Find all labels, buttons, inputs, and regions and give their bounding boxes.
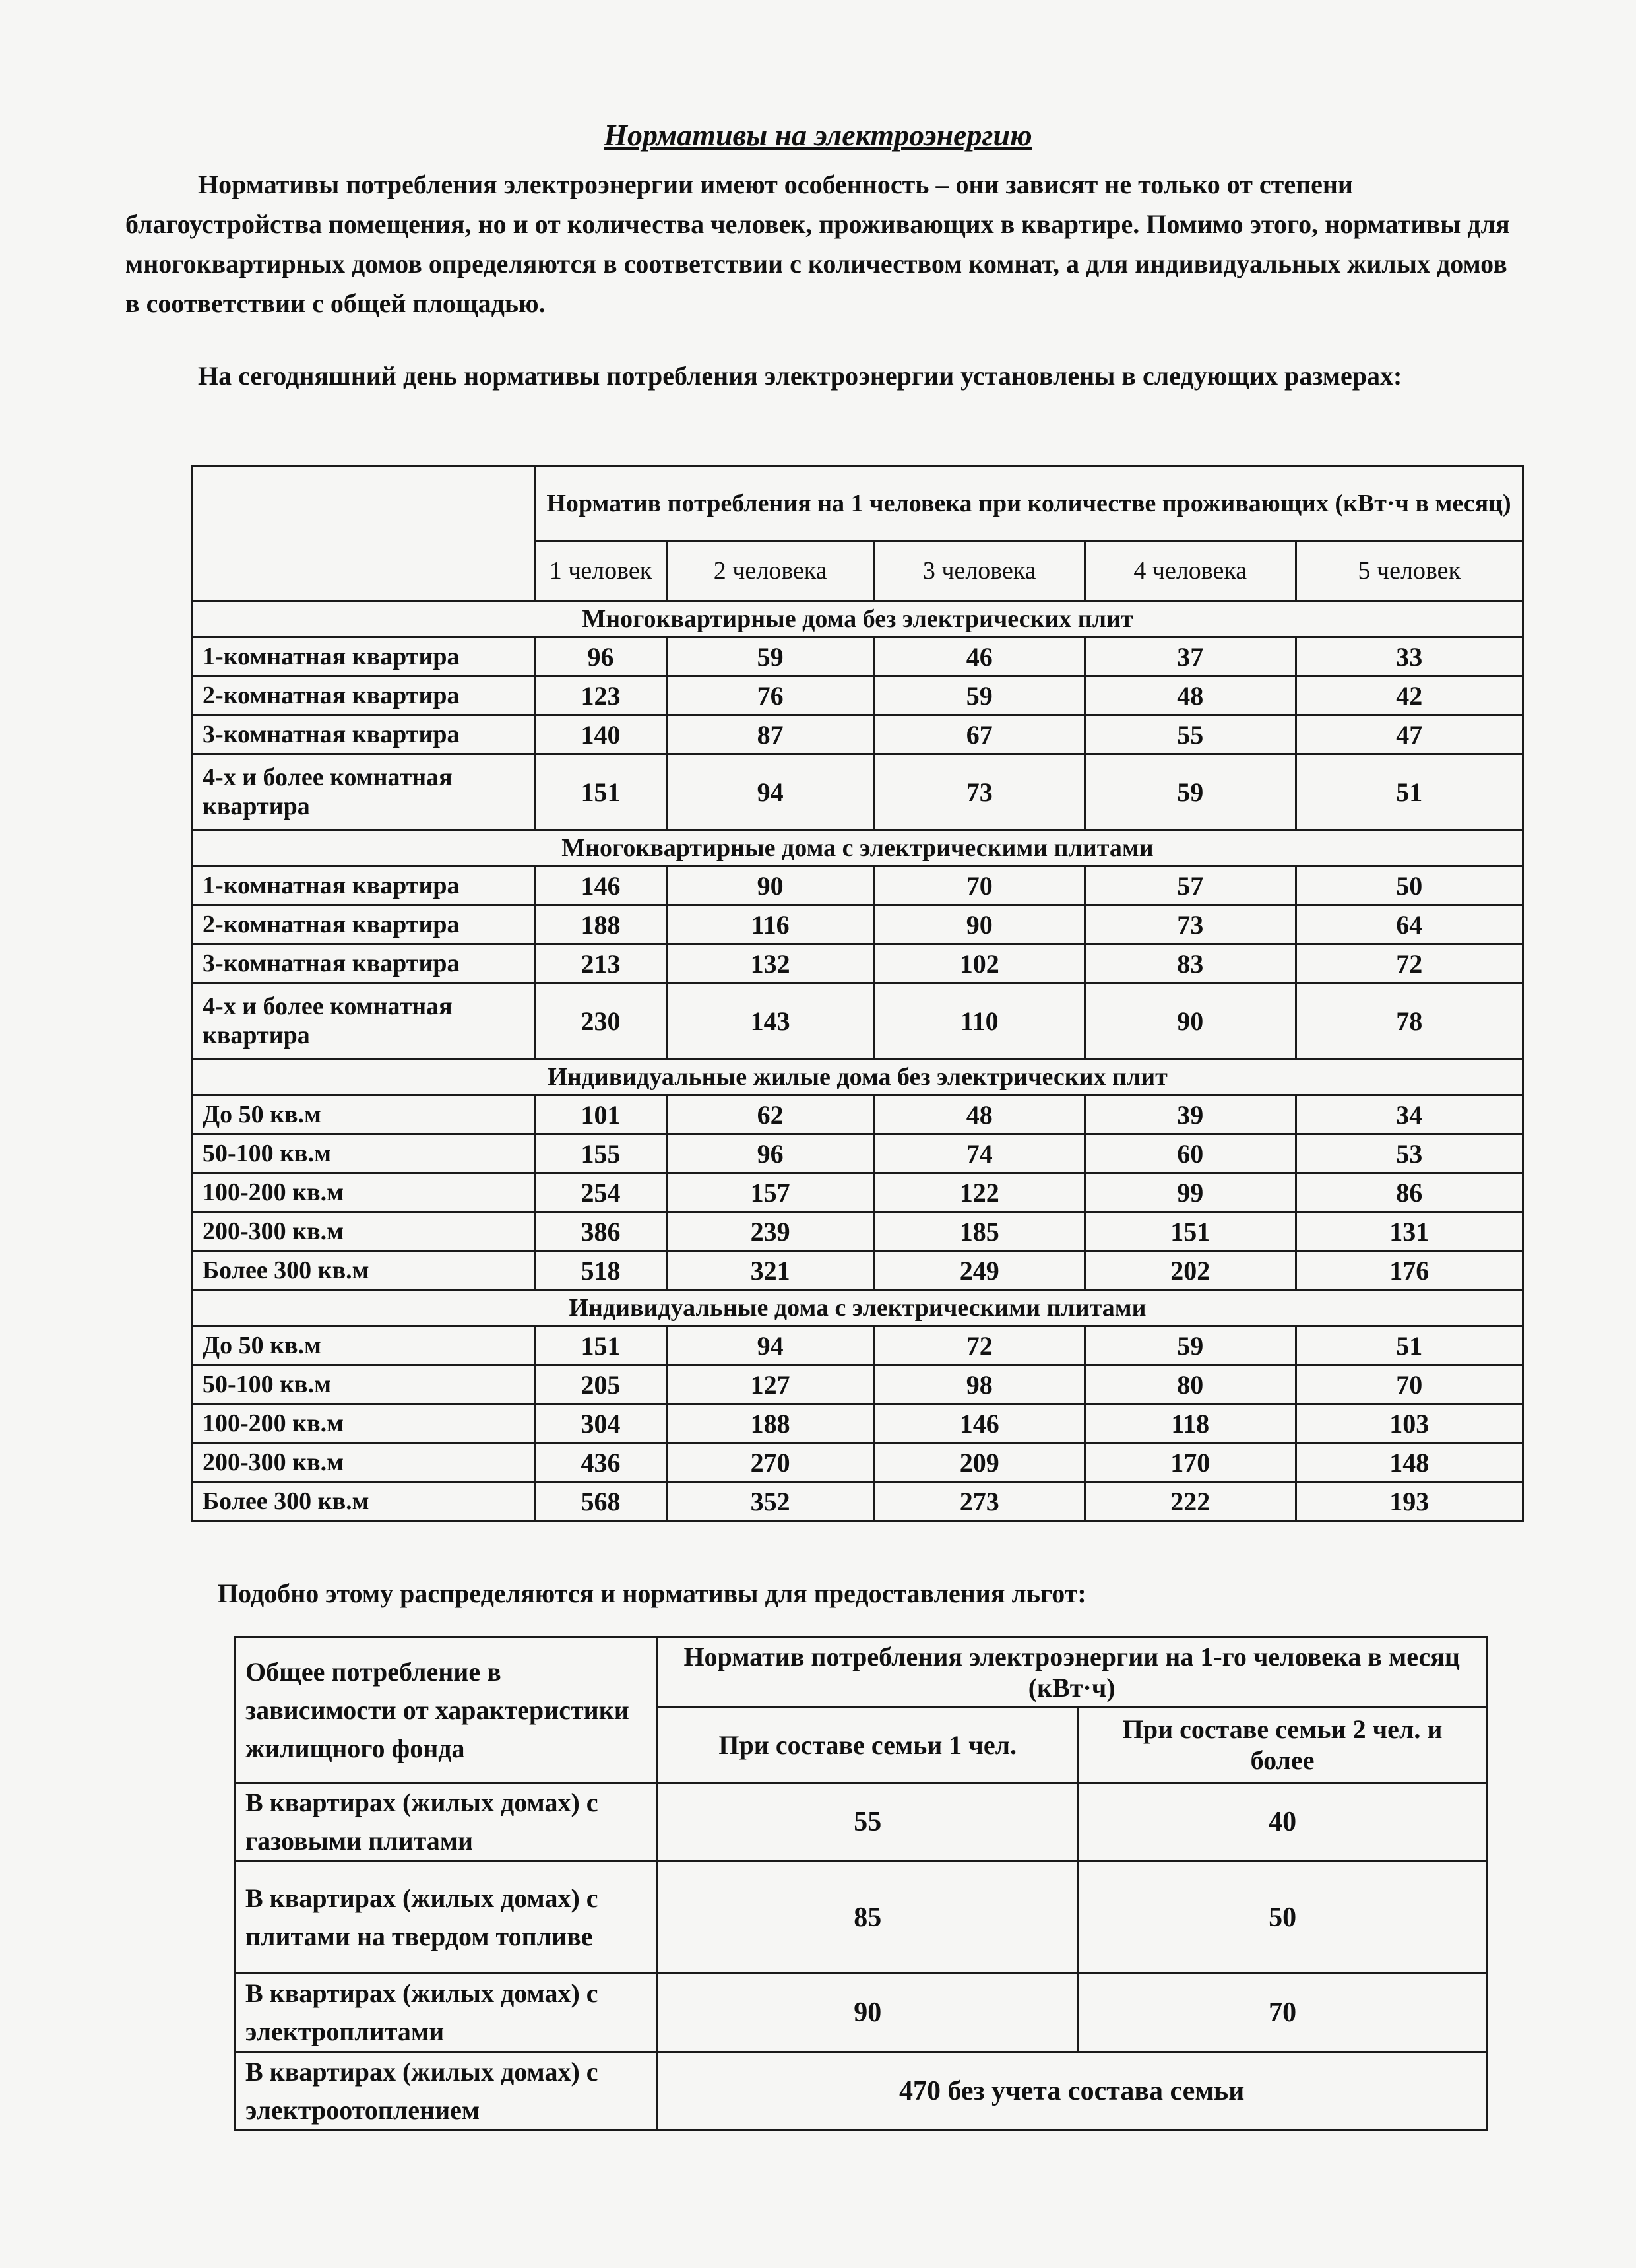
table-cell: 239 [666,1212,874,1251]
benefits-row-label: В квартирах (жилых домах) с электроотоплением [236,2052,657,2131]
row-label: 50-100 кв.м [193,1134,535,1173]
table-row [193,637,1523,676]
table-cell: 72 [1296,944,1523,983]
row-label: 2-комнатная квартира [193,676,535,715]
row-label: 3-комнатная квартира [193,715,535,754]
table-cell: 155 [535,1134,667,1173]
row-label: До 50 кв.м [193,1326,535,1365]
table-cell: 209 [874,1443,1085,1482]
table-cell: 151 [535,754,667,830]
table-row [193,944,1523,983]
table-cell: 90 [666,866,874,905]
benefits-row-label: В квартирах (жилых домах) с газовыми плитами [236,1783,657,1862]
table-cell: 83 [1085,944,1296,983]
page-title: Нормативы на электроэнергию [604,118,1032,152]
table-row [236,1862,1487,1974]
table-cell: 67 [874,715,1085,754]
table-cell: 140 [535,715,667,754]
table-cell: 146 [874,1404,1085,1443]
benefits-row-label: В квартирах (жилых домах) с электроплитами [236,1974,657,2052]
row-label: 3-комнатная квартира [193,944,535,983]
table-cell: 90 [1085,983,1296,1059]
norms-col-5: 5 человек [1296,541,1523,601]
norms-table-body [193,601,1523,1521]
table-cell: 59 [1085,754,1296,830]
table-cell: 352 [666,1482,874,1521]
table-row [193,1134,1523,1173]
row-label: 50-100 кв.м [193,1365,535,1404]
table-cell: 34 [1296,1095,1523,1134]
table-cell: 270 [666,1443,874,1482]
table-cell: 51 [1296,754,1523,830]
intro-paragraph: Нормативы потребления электроэнергии имеют особенность – они зависят не только от степени благоустройства помещения, но и от количества человек, проживающих в квартире. Помимо этого, нормативы для многоквартирных домов определяются в соответствии с количеством комнат, а для индивидуальных жилых домов в соответствии с общей площадью. [125,170,1510,318]
table-cell: 94 [666,1326,874,1365]
table-cell: 122 [874,1173,1085,1212]
table-cell: 157 [666,1173,874,1212]
row-label: 1-комнатная квартира [193,637,535,676]
section-title: Индивидуальные жилые дома без электрических плит [193,1059,1523,1095]
table-cell: 98 [874,1365,1085,1404]
table-cell: 202 [1085,1251,1296,1290]
table-row [193,676,1523,715]
table-cell: 222 [1085,1482,1296,1521]
section-row [193,601,1523,637]
benefits-cell: 40 [1079,1783,1487,1862]
benefits-cell: 70 [1079,1974,1487,2052]
table-cell: 46 [874,637,1085,676]
table-cell: 273 [874,1482,1085,1521]
benefits-row-label: В квартирах (жилых домах) с плитами на твердом топливе [236,1862,657,1974]
table-cell: 205 [535,1365,667,1404]
table-cell: 213 [535,944,667,983]
row-label: 4-х и более комнатная квартира [193,754,535,830]
table-row [193,1404,1523,1443]
norms-table-corner [193,467,535,601]
norms-col-1: 1 человек [535,541,667,601]
table-row [193,905,1523,944]
table-cell: 143 [666,983,874,1059]
table-cell: 118 [1085,1404,1296,1443]
table-cell: 62 [666,1095,874,1134]
table-cell: 148 [1296,1443,1523,1482]
table-cell: 94 [666,754,874,830]
table-cell: 101 [535,1095,667,1134]
benefits-cell-merged: 470 без учета состава семьи [657,2052,1487,2131]
table-cell: 60 [1085,1134,1296,1173]
table-cell: 73 [1085,905,1296,944]
table-cell: 47 [1296,715,1523,754]
table-cell: 132 [666,944,874,983]
section-title: Индивидуальные дома с электрическими плитами [193,1290,1523,1326]
row-label: Более 300 кв.м [193,1251,535,1290]
norms-col-4: 4 человека [1085,541,1296,601]
table-cell: 72 [874,1326,1085,1365]
benefits-cell: 90 [657,1974,1079,2052]
table-cell: 146 [535,866,667,905]
table-cell: 254 [535,1173,667,1212]
table-cell: 110 [874,983,1085,1059]
row-label: 200-300 кв.м [193,1443,535,1482]
table-cell: 48 [1085,676,1296,715]
table-row [193,1251,1523,1290]
table-cell: 116 [666,905,874,944]
row-label: 4-х и более комнатная квартира [193,983,535,1059]
table-row [193,1443,1523,1482]
section-title: Многоквартирные дома без электрических плит [193,601,1523,637]
table-row [236,1783,1487,1862]
current-paragraph: На сегодняшний день нормативы потребления электроэнергии установлены в следующих размерах: [198,361,1402,391]
table-cell: 70 [1296,1365,1523,1404]
section-title: Многоквартирные дома с электрическими плитами [193,830,1523,866]
table-cell: 50 [1296,866,1523,905]
table-row [193,866,1523,905]
table-row [193,1326,1523,1365]
table-cell: 188 [666,1404,874,1443]
row-label: 1-комнатная квартира [193,866,535,905]
table-cell: 151 [535,1326,667,1365]
table-cell: 76 [666,676,874,715]
table-cell: 102 [874,944,1085,983]
table-cell: 39 [1085,1095,1296,1134]
table-cell: 230 [535,983,667,1059]
norms-col-2: 2 человека [666,541,874,601]
row-label: До 50 кв.м [193,1095,535,1134]
table-row [193,1095,1523,1134]
table-cell: 568 [535,1482,667,1521]
section-row [193,1290,1523,1326]
benefits-subheader-1: При составе семьи 1 чел. [657,1707,1079,1783]
benefits-paragraph: Подобно этому распределяются и нормативы для предоставления льгот: [218,1578,1086,1608]
table-row [193,1482,1523,1521]
table-cell: 185 [874,1212,1085,1251]
table-cell: 42 [1296,676,1523,715]
table-cell: 70 [874,866,1085,905]
table-cell: 518 [535,1251,667,1290]
benefits-cell: 50 [1079,1862,1487,1974]
table-cell: 176 [1296,1251,1523,1290]
table-row [193,1173,1523,1212]
benefits-table [234,1636,1488,2131]
table-row [193,1212,1523,1251]
row-label: 100-200 кв.м [193,1404,535,1443]
benefits-header-left: Общее потребление в зависимости от характеристики жилищного фонда [236,1638,657,1783]
table-cell: 99 [1085,1173,1296,1212]
table-cell: 59 [1085,1326,1296,1365]
table-cell: 127 [666,1365,874,1404]
table-cell: 55 [1085,715,1296,754]
table-cell: 37 [1085,637,1296,676]
table-cell: 51 [1296,1326,1523,1365]
benefits-cell: 55 [657,1783,1079,1862]
table-cell: 86 [1296,1173,1523,1212]
table-cell: 73 [874,754,1085,830]
benefits-cell: 85 [657,1862,1079,1974]
table-cell: 386 [535,1212,667,1251]
table-cell: 53 [1296,1134,1523,1173]
table-cell: 96 [666,1134,874,1173]
table-cell: 33 [1296,637,1523,676]
benefits-subheader-2: При составе семьи 2 чел. и более [1079,1707,1487,1783]
table-cell: 103 [1296,1404,1523,1443]
table-row [236,1974,1487,2052]
table-cell: 304 [535,1404,667,1443]
row-label: 200-300 кв.м [193,1212,535,1251]
table-cell: 57 [1085,866,1296,905]
table-cell: 87 [666,715,874,754]
table-cell: 170 [1085,1443,1296,1482]
table-cell: 131 [1296,1212,1523,1251]
table-cell: 96 [535,637,667,676]
table-row [193,715,1523,754]
table-cell: 59 [666,637,874,676]
table-cell: 436 [535,1443,667,1482]
table-cell: 80 [1085,1365,1296,1404]
benefits-header-main: Норматив потребления электроэнергии на 1-го человека в месяц (кВт·ч) [657,1638,1487,1707]
row-label: 2-комнатная квартира [193,905,535,944]
table-cell: 151 [1085,1212,1296,1251]
norms-table [191,465,1524,1522]
row-label: 100-200 кв.м [193,1173,535,1212]
row-label: Более 300 кв.м [193,1482,535,1521]
table-row [236,2052,1487,2131]
table-cell: 48 [874,1095,1085,1134]
table-cell: 123 [535,676,667,715]
table-cell: 90 [874,905,1085,944]
table-cell: 59 [874,676,1085,715]
table-cell: 64 [1296,905,1523,944]
table-cell: 188 [535,905,667,944]
norms-table-header-main: Норматив потребления на 1 человека при количестве проживающих (кВт·ч в месяц) [535,467,1523,541]
table-row [193,754,1523,830]
table-row [193,983,1523,1059]
norms-col-3: 3 человека [874,541,1085,601]
table-cell: 78 [1296,983,1523,1059]
table-cell: 74 [874,1134,1085,1173]
table-cell: 321 [666,1251,874,1290]
table-cell: 193 [1296,1482,1523,1521]
section-row [193,1059,1523,1095]
section-row [193,830,1523,866]
table-row [193,1365,1523,1404]
table-cell: 249 [874,1251,1085,1290]
